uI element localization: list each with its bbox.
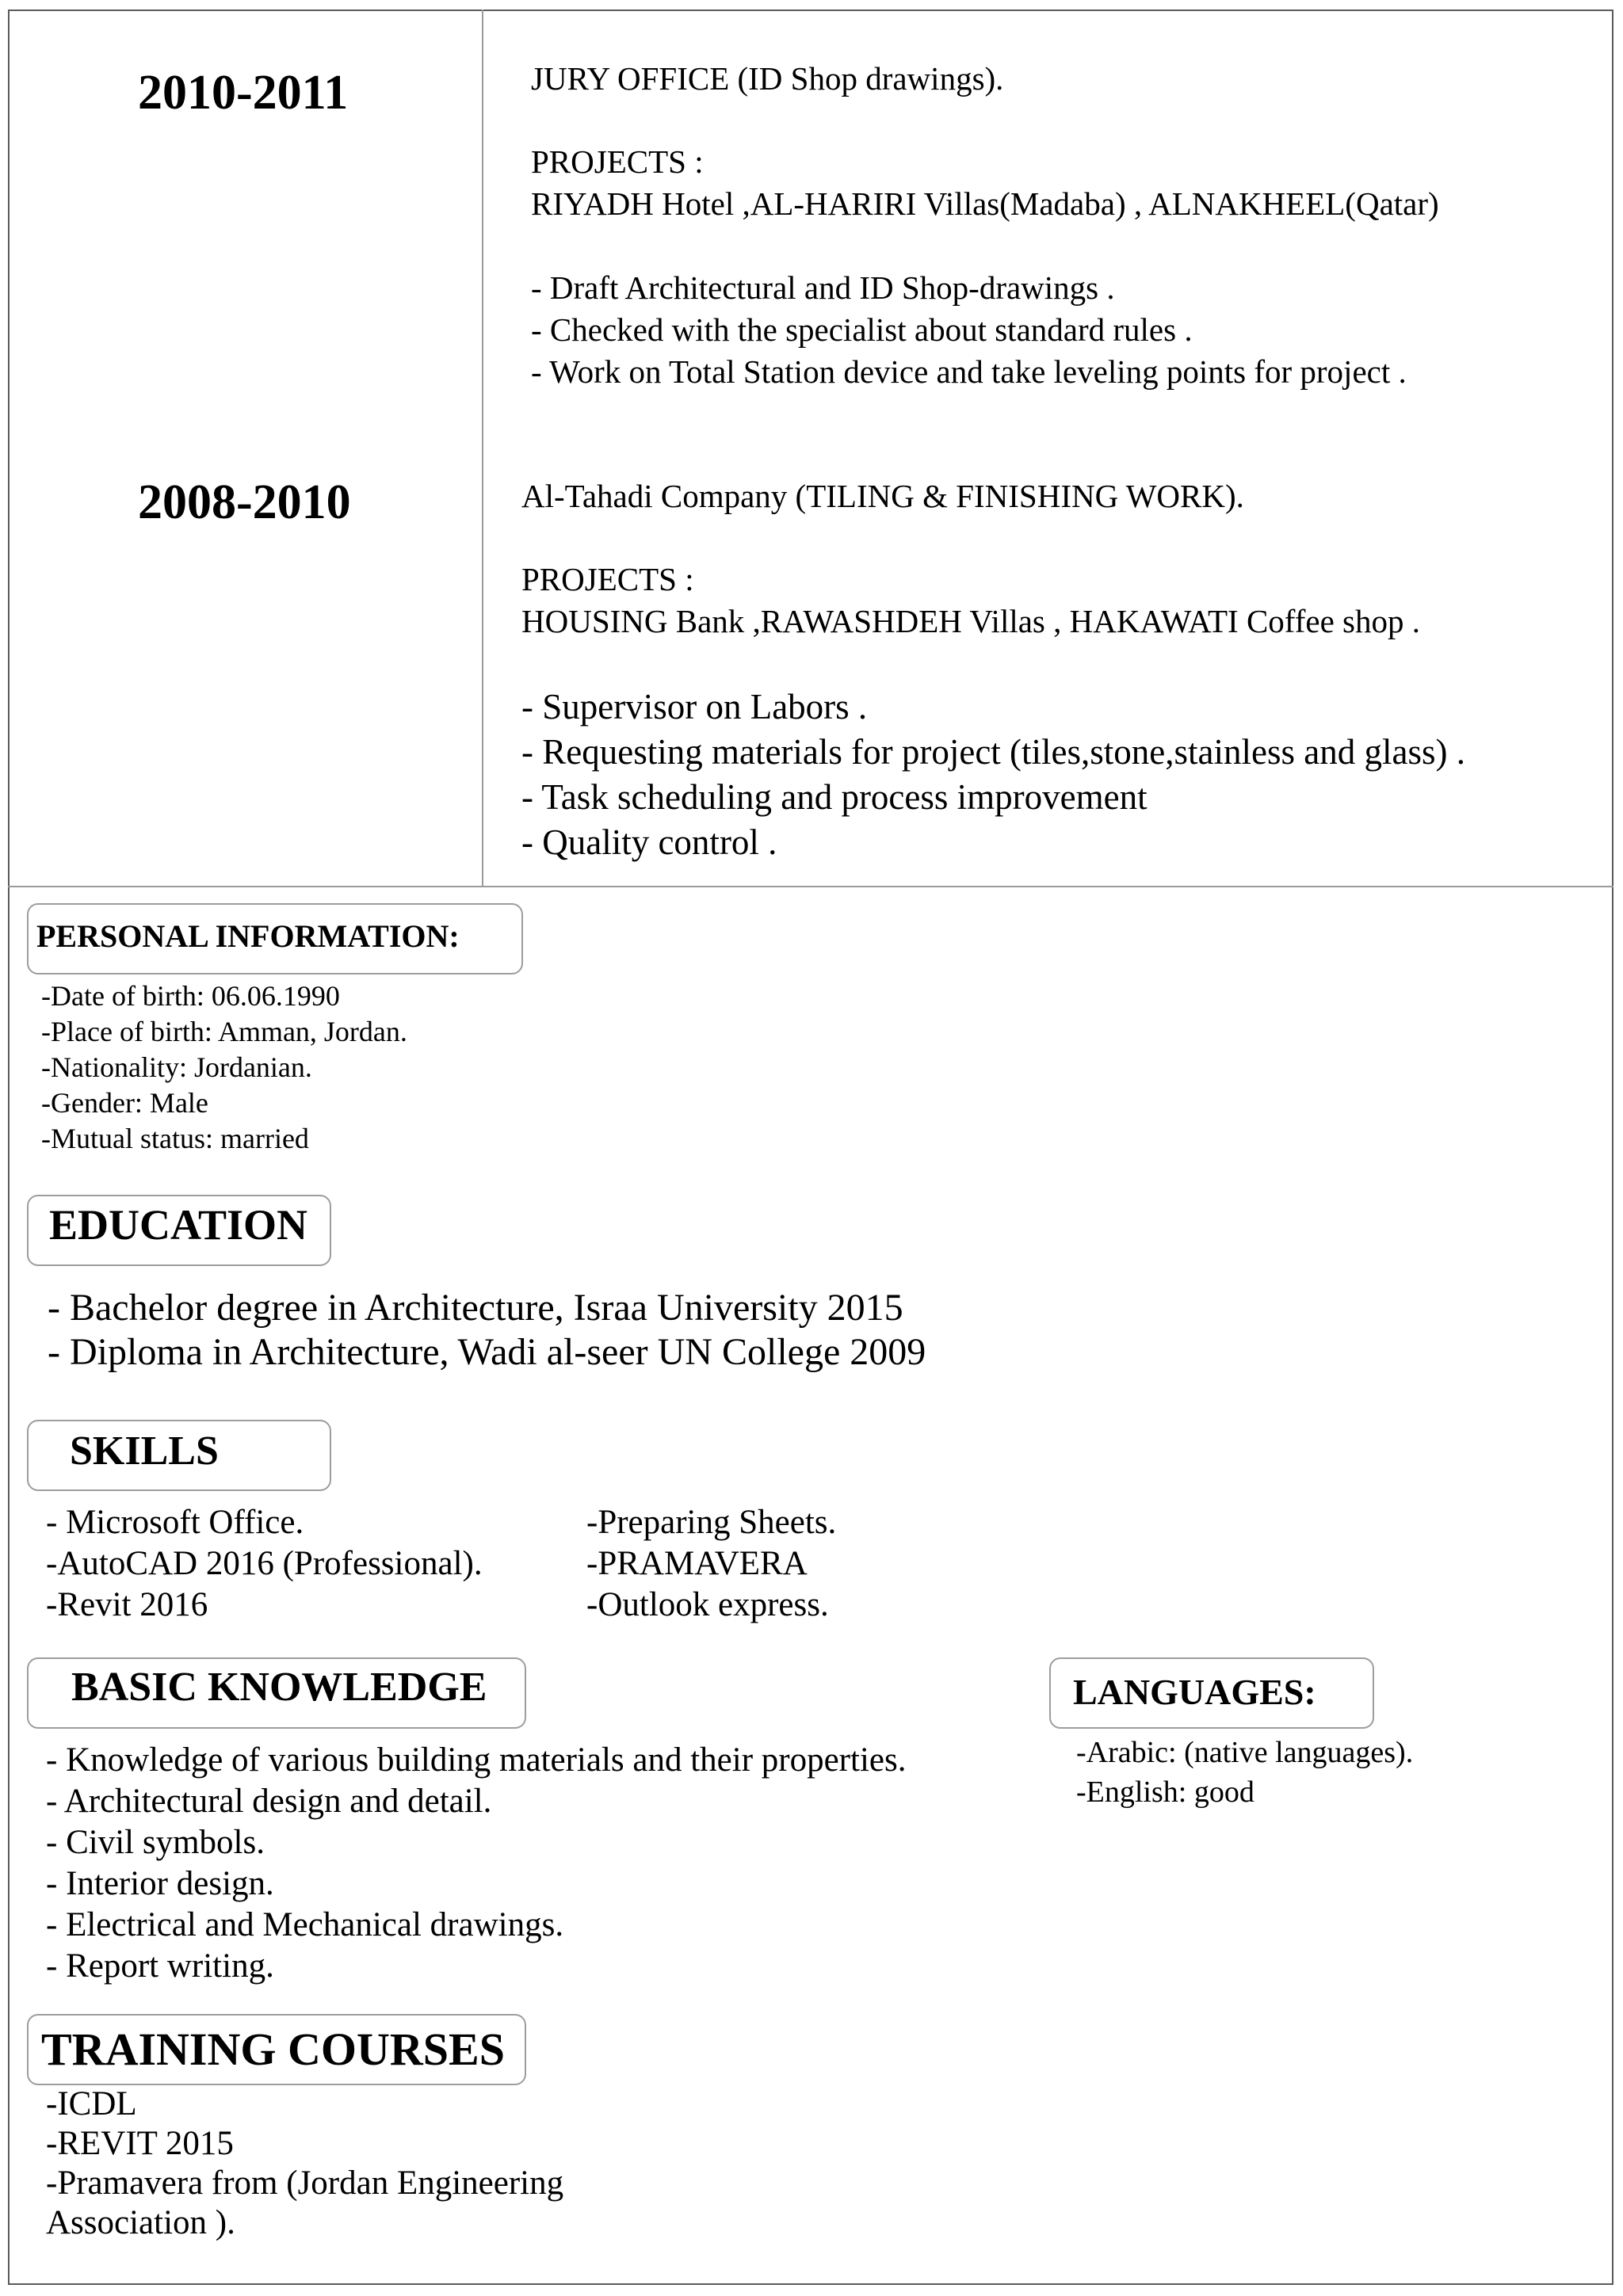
personal-item: -Place of birth: Amman, Jordan. xyxy=(41,1016,407,1047)
knowledge-item: - Knowledge of various building materials and their properties. xyxy=(46,1741,907,1779)
experience-duty: - Draft Architectural and ID Shop-drawings . xyxy=(531,269,1115,306)
skill-item: -Preparing Sheets. xyxy=(586,1504,837,1541)
education-item: - Bachelor degree in Architecture, Israa University 2015 xyxy=(48,1287,903,1329)
knowledge-item: - Civil symbols. xyxy=(46,1824,265,1861)
personal-item: -Mutual status: married xyxy=(41,1123,309,1154)
experience-duty: - Task scheduling and process improvement xyxy=(521,777,1148,817)
knowledge-item: - Report writing. xyxy=(46,1947,274,1985)
experience-projects-label: PROJECTS : xyxy=(531,143,704,180)
training-heading: TRAINING COURSES xyxy=(41,2023,505,2075)
column-divider xyxy=(482,10,483,887)
experience-projects: RIYADH Hotel ,AL-HARIRI Villas(Madaba) , ALNAKHEEL(Qatar) xyxy=(531,185,1439,222)
experience-duty: - Requesting materials for project (tiles,stone,stainless and glass) . xyxy=(521,732,1465,772)
personal-heading: PERSONAL INFORMATION: xyxy=(36,918,460,954)
experience-duty: - Work on Total Station device and take leveling points for project . xyxy=(531,353,1407,390)
personal-item: -Nationality: Jordanian. xyxy=(41,1051,312,1083)
skill-item: -Outlook express. xyxy=(586,1586,829,1623)
education-item: - Diploma in Architecture, Wadi al-seer UN College 2009 xyxy=(48,1331,926,1373)
skill-item: -AutoCAD 2016 (Professional). xyxy=(46,1545,483,1582)
basic-knowledge-heading: BASIC KNOWLEDGE xyxy=(71,1665,487,1710)
experience-projects-label: PROJECTS : xyxy=(521,561,694,597)
experience-company: JURY OFFICE (ID Shop drawings). xyxy=(531,60,1004,97)
experience-years: 2008-2010 xyxy=(138,475,351,529)
training-item: Association ). xyxy=(46,2204,235,2241)
language-item: -English: good xyxy=(1076,1775,1254,1809)
knowledge-item: - Interior design. xyxy=(46,1865,274,1902)
experience-duty: - Quality control . xyxy=(521,822,777,862)
training-item: -ICDL xyxy=(46,2085,137,2122)
skill-item: - Microsoft Office. xyxy=(46,1504,304,1541)
experience-projects: HOUSING Bank ,RAWASHDEH Villas , HAKAWATI Coffee shop . xyxy=(521,603,1420,639)
training-item: -Pramavera from (Jordan Engineering xyxy=(46,2164,564,2202)
knowledge-item: - Architectural design and detail. xyxy=(46,1783,492,1820)
knowledge-item: - Electrical and Mechanical drawings. xyxy=(46,1906,564,1943)
language-item: -Arabic: (native languages). xyxy=(1076,1736,1414,1769)
training-item: -REVIT 2015 xyxy=(46,2125,234,2162)
personal-item: -Gender: Male xyxy=(41,1087,208,1119)
section-divider xyxy=(8,886,1613,887)
experience-duty: - Checked with the specialist about standard rules . xyxy=(531,311,1193,348)
skill-item: -PRAMAVERA xyxy=(586,1545,808,1582)
skill-item: -Revit 2016 xyxy=(46,1586,208,1623)
skills-heading: SKILLS xyxy=(70,1428,219,1474)
experience-years: 2010-2011 xyxy=(138,66,349,120)
languages-heading: LANGUAGES: xyxy=(1073,1672,1316,1712)
experience-company: Al-Tahadi Company (TILING & FINISHING WORK). xyxy=(521,478,1244,514)
education-heading: EDUCATION xyxy=(49,1201,308,1249)
experience-duty: - Supervisor on Labors . xyxy=(521,687,868,727)
personal-item: -Date of birth: 06.06.1990 xyxy=(41,980,340,1012)
